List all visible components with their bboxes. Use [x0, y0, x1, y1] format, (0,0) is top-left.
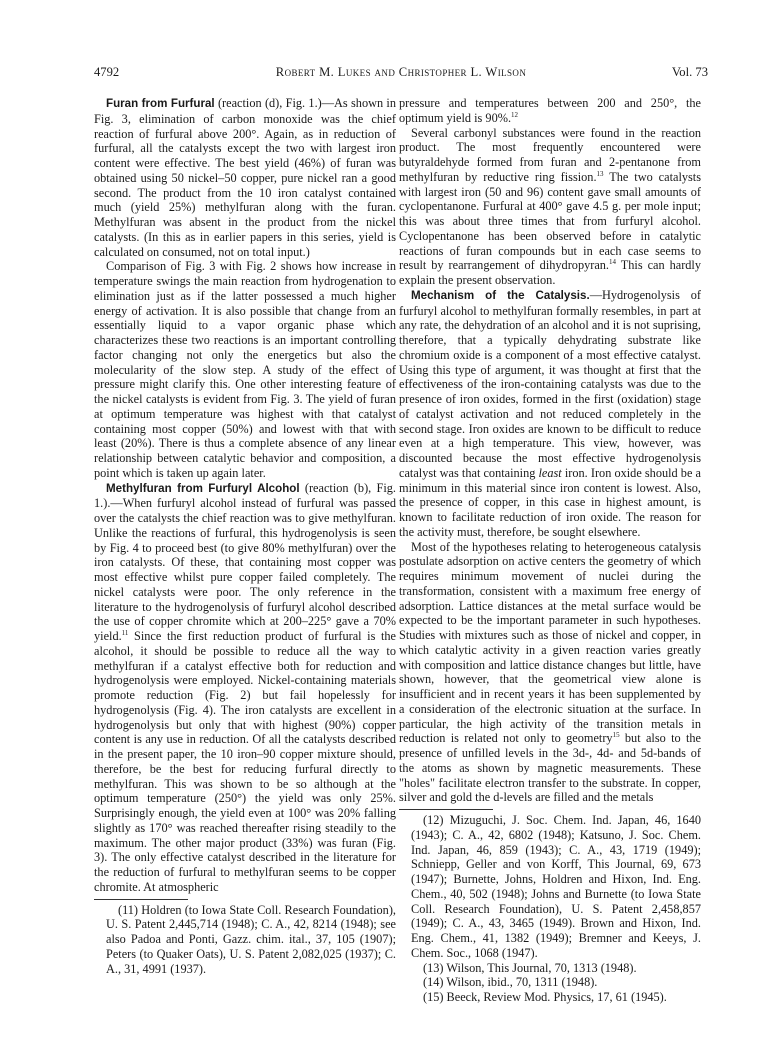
paragraph-text: Several carbonyl substances were found in the reaction product. The most frequently encountered were butyraldehyde formed from furan and 2-pentanone from methylfuran by reductive ring fission. [399, 125, 701, 184]
running-title-authors: Robert M. Lukes and Christopher L. Wilson [275, 65, 527, 79]
left-column [94, 96, 396, 976]
section-heading-mechanism: Mechanism of the Catalysis. [411, 288, 590, 302]
footnote-ref: 14 [609, 258, 617, 267]
paragraph-text: iron. Iron oxide should be a minimum in this material since iron content is lowest. Also, the presence of copper, in this case in highest amount, is known to facilitate reduction of iron oxide. The reason for the activity must, therefore, be sought elsewhere. [399, 465, 701, 539]
running-header [94, 64, 708, 80]
footnote-11: (11) Holdren (to Iowa State Coll. Research Foundation), U. S. Patent 2,445,714 (1948); C. A., 42, 8214 (1948); see also Padoa and Ponti, Gazz. chim. ital., 37, 105 (1907); Peters (to Quaker Oats), U. S. Patent 2,082,025 (1937); C. A., 31, 4991 (1937). [106, 902, 396, 976]
paragraph-text: Most of the hypotheses relating to heterogeneous catalysis postulate adsorption on active centers the geometry of which requires minimum movement of nuclei during the transformation, consistent with a maximum free energy of adsorption. Lattice distances at the metal surface would be expected to be the important parameter in such hypotheses. Studies with mixtures such as those of nickel and copper, in which catalytic activity in a given reaction varies greatly with composition and lattice distance changes but little, have shown, however, that the geometrical view alone is insufficient and in recent years it has been supplemented by a consideration of the electronic situation at the surface. In particular, the high activity of the transition metals in reduction is related not only to geometry [399, 539, 701, 746]
paragraph-text: (reaction (d), Fig. 1.)—As shown in Fig. 3, elimination of carbon monoxide was the chief reaction of furfural above 200°. Again, as in reduction of furfural, all the catalysts except the two with largest iron content were effective. The best yield (46%) of furan was obtained using 50 nickel–50 copper, pure nickel ran a good second. The product from the 10 iron catalyst contained much (yield 25%) methylfuran along with the furan. Methylfuran was absent in the product from the nickel catalysts. (In this as in earlier papers in this series, yield is calculated on consumed, not on total input.) [94, 96, 396, 259]
footnote-12: (12) Mizuguchi, J. Soc. Chem. Ind. Japan, 46, 1640 (1943); C. A., 42, 6802 (1948); Katsuno, J. Soc. Chem. Ind. Japan, 46, 859 (1943); C. A., 43, 1719 (1949); Schniepp, Geller and von Korff, This Journal, 69, 673 (1947); Burnette, Johns, Holdren and Hixon, Ind. Eng. Chem., 40, 502 (1948); Johns and Burnette (to Iowa State Coll. Research Foundation), U. S. Patent 2,458,857 (1949); C. A., 43, 3465 (1949). Brown and Hixon, Ind. Eng. Chem., 41, 1382 (1949); Bremner and Keeys, J. Chem. Soc., 1068 (1947). [411, 813, 701, 960]
footnote-ref: 12 [511, 110, 519, 119]
volume-number: Vol. 73 [671, 65, 708, 79]
paragraph-text: This can hardly explain the present observation. [399, 258, 702, 287]
page-number: 4792 [94, 65, 120, 79]
emphasis-least: least [538, 465, 562, 480]
paragraph-hypotheses [399, 540, 701, 806]
paragraph-text: pressure and temperatures between 200 and 250°, the optimum yield is 90%. [399, 96, 701, 125]
paragraph-mechanism [399, 288, 701, 540]
footnote-rule [399, 809, 493, 810]
paragraph-furan-from-furfural [94, 96, 396, 259]
section-heading-methylfuran: Methylfuran from Furfuryl Alcohol [106, 481, 300, 495]
footnote-ref: 15 [612, 731, 620, 740]
footnote-rule [94, 899, 188, 900]
paragraph-text: (reaction (b), Fig. 1.).—When furfuryl alcohol instead of furfural was passed over the catalysts the chief reaction was to give methylfuran. Unlike the reactions of furfural, this hydrogenolysis is seen by Fig. 4 to proceed best (to give 80% methylfuran) over the iron catalysts. Of these, that containing most copper was most effective whilst pure copper failed completely. The nickel catalysts were poor. The only reference in the literature to the hydrogenolysis of furfuryl alcohol described the use of copper chromite which at 200–225° gave a 70% yield. [94, 480, 396, 643]
section-heading-furan: Furan from Furfural [106, 97, 215, 110]
footnote-14: (14) Wilson, ibid., 70, 1311 (1948). [423, 975, 598, 990]
paragraph-carbonyl [399, 126, 701, 288]
footnote-15: (15) Beeck, Review Mod. Physics, 17, 61 (1945). [423, 990, 667, 1004]
paragraph-text: Since the first reduction product of furfural is the alcohol, it should be possible to reduce all the way to methylfuran if a catalyst effective both for reduction and hydrogenolysis were employed. Nickel-containing materials promote reduction (Fig. 2) but fail hopelessly for hydrogenolysis (Fig. 4). The iron catalysts are excellent in hydrogenolysis but only that with highest (90%) copper content is any use in reduction. Of all the catalysts described in the present paper, the 10 iron–90 copper mixture should, therefore, be the best for reducing furfural directly to methylfuran. This was shown to be so although at the optimum temperature (250°) the yield was only 25%. Surprisingly enough, the yield even at 100° was 20% falling slightly as 170° was reached thereafter rising steadily to the maximum. The other major product (33%) was furan (Fig. 3). The only effective catalyst described in the literature for the reduction of furfural to methylfuran seems to be copper chromite. At atmospheric [94, 629, 396, 894]
paragraph-comparison: Comparison of Fig. 3 with Fig. 2 shows how increase in temperature swings the main reaction from hydrogenation to elimination just as if the latter possessed a much higher energy of activation. It is also possible that change from an essentially liquid to a vapor organic phase which characterizes these two reactions is an important controlling factor changing not only the energetics but also the molecularity of the slow step. A study of the effect of pressure might clarify this. One other interesting feature of the nickel catalysts is evident from Fig. 3. The yield of furan at optimum temperature was highest with that catalyst containing most copper (50%) and lowest with that with least (20%). There is thus a complete absence of any linear relationship between catalytic behavior and composition, a point which is taken up again later. [94, 259, 396, 480]
footnote-13: (13) Wilson, This Journal, 70, 1313 (1948). [423, 960, 637, 975]
paragraph-methylfuran [94, 481, 396, 895]
paragraph-text: —Hydrogenolysis of furfuryl alcohol to methylfuran formally resembles, in part at any rate, the dehydration of an alcohol and it is not suprising, therefore, that a typically dehydrating substrate like chromium oxide is a component of a most effective catalyst. Using this type of argument, it was thought at first that the effectiveness of the iron-containing catalysts was due to the presence of iron oxides, formed in the first (oxidation) stage of catalyst activation and not reduced completely in the second stage. Iron oxides are known to be difficult to reduce even at a high temperature. This view, however, was discounted because the most effective hydrogenolysis catalyst was that containing [399, 287, 701, 480]
paragraph-text: but also to the presence of unfilled levels in the 3d-, 4d- and 5d-bands of the atoms as shown by magnetic measurements. These "holes" facilitate electron transfer to the substrate. In copper, silver and gold the d-levels are filled and the metals [399, 731, 701, 805]
footnote-ref: 13 [596, 169, 604, 178]
paragraph-continued [399, 96, 701, 126]
right-column [399, 96, 701, 1005]
footnote-ref: 11 [121, 629, 129, 637]
paragraph-text: The two catalysts with largest iron (50 and 96) content gave small amounts of cyclopentanone. Furfural at 400° gave 4.5 g. per mole input; this was about three times that from furfuryl alcohol. Cyclopentanone has been observed before in catalytic reactions of furan compounds but in each case seems to result by rearrangement of dihydropyran. [399, 169, 701, 273]
